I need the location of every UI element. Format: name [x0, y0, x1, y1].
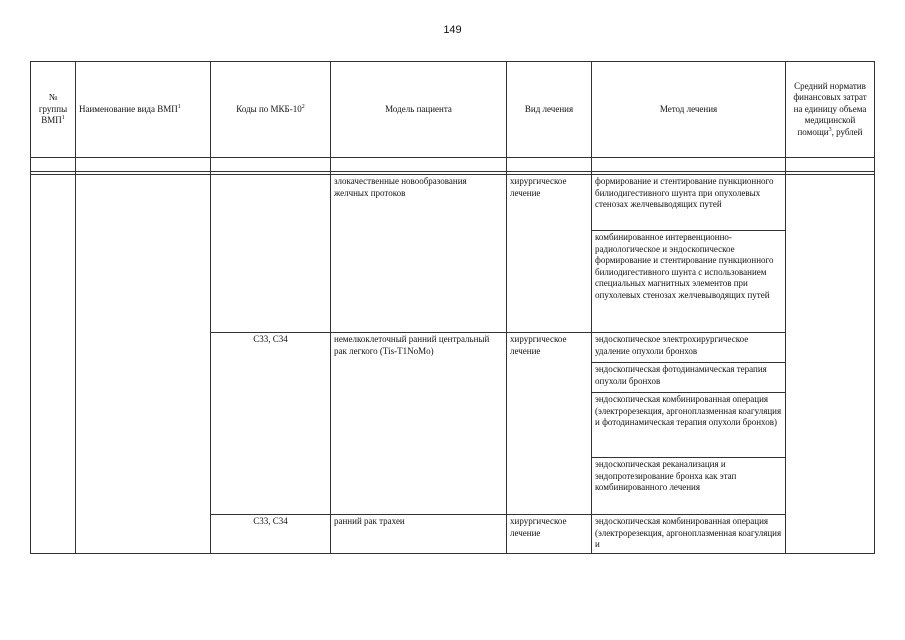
page-number: 149	[443, 24, 462, 36]
method-cell: эндоскопическая комбинированная операция (электрорезекция, аргоноплазменная коагуляция и фотодинамическая терапия опухоли бронхов)	[592, 393, 786, 458]
table-row	[31, 175, 875, 231]
codes-cell	[211, 175, 331, 333]
numbering-row	[31, 158, 875, 172]
header-mkb-codes: Коды по МКБ-$10^2$	[211, 62, 331, 158]
header-treatment-type: Вид лечения	[507, 62, 592, 158]
method-cell: формирование и стентирование пункционного билиодигестивного шунта при опухолевых стенозах желчевыводящих путей	[592, 175, 786, 231]
treatment-type-cell: хирургическое лечение	[507, 333, 592, 515]
patient-model-cell: злокачественные новообразования желчных протоков	[331, 175, 507, 333]
method-cell: эндоскопическая комбинированная операция (электрорезекция, аргоноплазменная коагуляция и	[592, 515, 786, 554]
treatment-type-cell: хирургическое лечение	[507, 175, 592, 333]
vmp-name-cell	[76, 175, 211, 554]
header-row	[31, 62, 875, 158]
method-cell: эндоскопическая фотодинамическая терапия опухоли бронхов	[592, 363, 786, 393]
header-patient-model: Модель пациента	[331, 62, 507, 158]
group-no-cell	[31, 175, 76, 554]
header-treatment-method: Метод лечения	[592, 62, 786, 158]
patient-model-cell: ранний рак трахеи	[331, 515, 507, 554]
method-cell: эндоскопическая реканализация и эндопротезирование бронха как этап комбинированного лечения	[592, 458, 786, 515]
method-cell: эндоскопическое электрохирургическое удаление опухоли бронхов	[592, 333, 786, 363]
vmp-table	[30, 61, 875, 554]
header-avg-cost: Средний норматив финансовых затрат на единицу объема медицинской помощи$^3$, рублей	[786, 62, 875, 158]
header-vmp-name: Наименование вида ВМП$^1$	[76, 62, 211, 158]
codes-cell: C33, C34	[211, 515, 331, 554]
codes-cell: C33, C34	[211, 333, 331, 515]
method-cell: комбинированное интервенционно-радиологическое и эндоскопическое формирование и стентирование пункционного билиодигестивного шунта с использованием специальных магнитных элементов при опухолевых стенозах желчевыводящих путей	[592, 231, 786, 333]
treatment-type-cell: хирургическое лечение	[507, 515, 592, 554]
header-group-no: № группы ВМП$^1$	[31, 62, 76, 158]
patient-model-cell: немелкоклеточный ранний центральный рак легкого (Tis-T1NoMo)	[331, 333, 507, 515]
avg-cost-cell	[786, 175, 875, 554]
